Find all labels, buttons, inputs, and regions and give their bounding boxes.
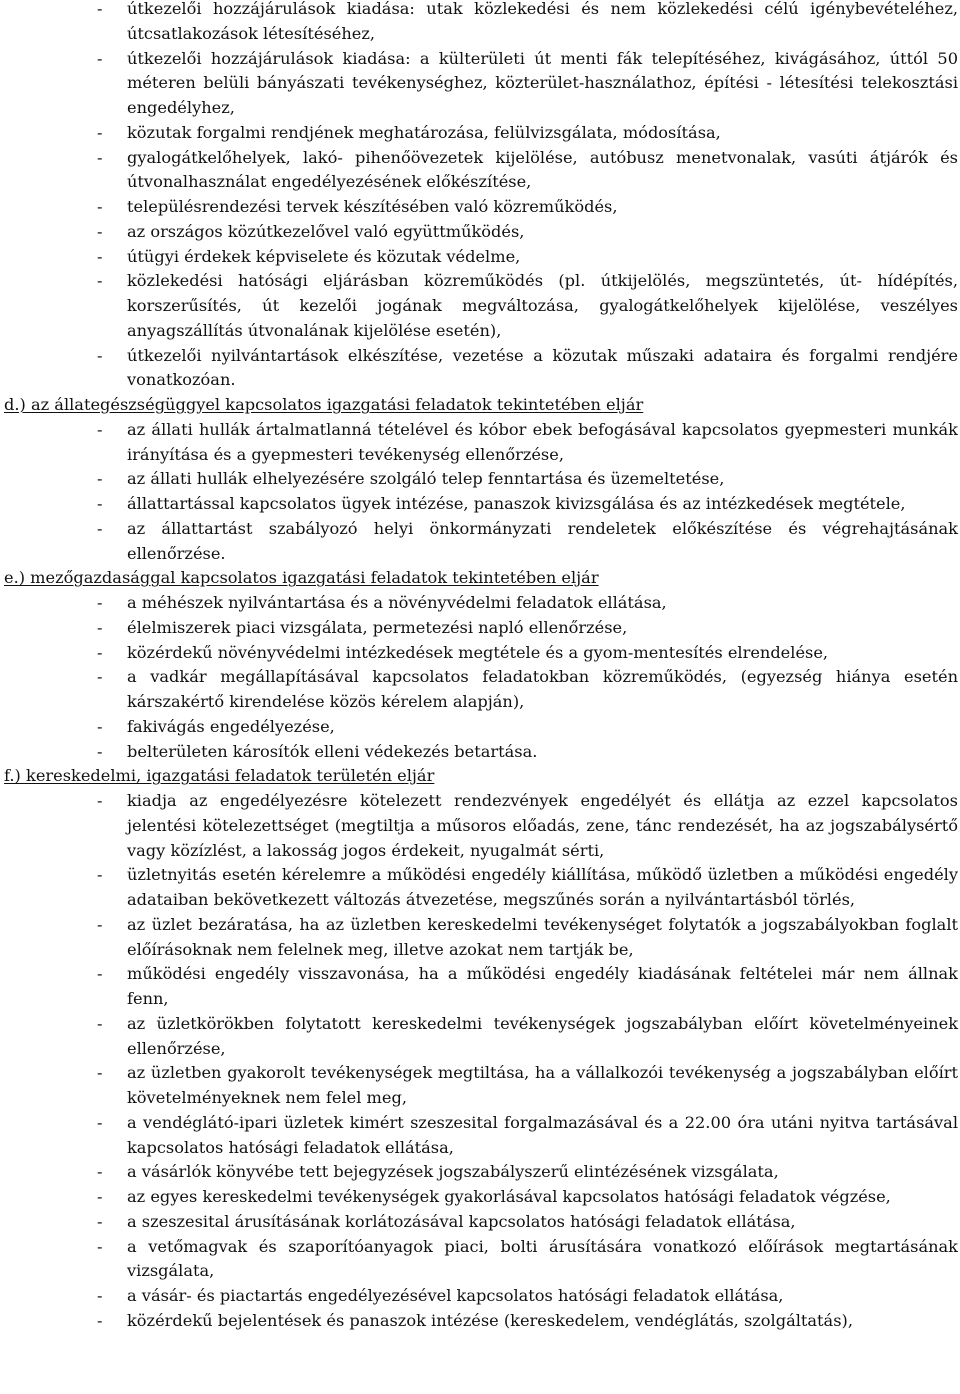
list-item (4, 1185, 958, 1210)
list-bullet-dash: - (97, 617, 103, 637)
list-bullet-dash: - (97, 1187, 103, 1206)
list-item-text: állattartással kapcsolatos ügyek intézése, panaszok kivizsgálása és az intézkedések megtétele, (127, 494, 906, 513)
list-item-text: gyalogátkelőhelyek, lakó- pihenőövezetek kijelölése, autóbusz menetvonalak, vasúti átjárók és útvonalhasználat engedélyezésének előkészítése, (127, 147, 958, 192)
list-item (4, 740, 958, 765)
list-bullet-dash: - (97, 1236, 103, 1256)
list-item (4, 467, 958, 492)
list-bullet-dash: - (97, 419, 103, 439)
list-item-text: élelmiszerek piaci vizsgálata, permetezési napló ellenőrzése, (127, 617, 628, 637)
list-bullet-dash: - (97, 1211, 103, 1231)
list-item (4, 1160, 958, 1185)
list-item-text: a szeszesital árusításának korlátozásával kapcsolatos hatósági feladatok ellátása, (127, 1211, 796, 1231)
list-bullet-dash: - (97, 271, 103, 291)
list-item-text: közérdekű növényvédelmi intézkedések megtétele és a gyom-mentesítés elrendelése, (127, 642, 829, 662)
list-item (4, 517, 958, 567)
list-item-text: útkezelői hozzájárulások kiadása: utak közlekedési és nem közlekedési célú igénybevételéhez, útcsatlakozások létesítéséhez, (127, 0, 958, 43)
list-item (4, 1284, 958, 1309)
list-bullet-dash: - (97, 197, 103, 216)
list-bullet-dash: - (97, 147, 103, 167)
list-item-text: kiadja az engedélyezésre kötelezett rendezvények engedélyét és ellátja az ezzel kapcsolatos jelentési kötelezettséget (megtiltja a műsoros előadás, zene, tánc rendezését, ha az jogszabálysértő vagy közízlést, a lakosság jogos érdekeit, nyugalmát sérti, (127, 791, 958, 860)
list-item (4, 47, 958, 121)
list-item-text: a méhészek nyilvántartása és a növényvédelmi feladatok ellátása, (127, 593, 667, 612)
list-item-text: közlekedési hatósági eljárásban közreműködés (pl. útkijelölés, megszüntetés, út- hídépítés, korszerűsítés, út kezelői jogának megváltozása, gyalogátkelőhelyek kijelölése, veszélyes anyagszállítás útvonalának kijelölése esetén), (127, 271, 958, 340)
list-item-text: a vadkár megállapításával kapcsolatos feladatokban közreműködés, (egyezség hiánya esetén kárszakértő kirendelése közös kérelem alapján), (127, 667, 958, 711)
list-item (4, 913, 958, 963)
section (4, 566, 958, 764)
list-item-text: a vendéglátó-ipari üzletek kimért szeszesital forgalmazásával és a 22.00 óra utáni nyitva tartásával kapcsolatos hatósági feladatok ellátása, (127, 1112, 958, 1157)
list-item (4, 146, 958, 196)
list-item (4, 789, 958, 863)
list-item (4, 418, 958, 468)
list-bullet-dash: - (97, 1286, 103, 1305)
list-bullet-dash: - (97, 0, 103, 18)
section (4, 0, 958, 393)
list-bullet-dash: - (97, 1013, 103, 1033)
list-item (4, 0, 958, 47)
list-item (4, 1012, 958, 1062)
list-item (4, 1210, 958, 1235)
list-item-text: útkezelői nyilvántartások elkészítése, vezetése a közutak műszaki adataira és forgalmi rendjére vonatkozóan. (127, 345, 958, 390)
list-item-text: a vásárlók könyvébe tett bejegyzések jogszabályszerű elintézésének vizsgálata, (127, 1162, 779, 1182)
list-item (4, 962, 958, 1012)
list-bullet-dash: - (97, 964, 103, 984)
list-item (4, 591, 958, 616)
list-item-text: az állattartást szabályozó helyi önkormányzati rendeletek előkészítése és végrehajtásának ellenőrzése. (127, 518, 958, 563)
list-bullet-dash: - (97, 642, 103, 662)
list-item-text: az országos közútkezelővel való együttműködés, (127, 221, 525, 241)
list-item-text: az állati hullák ártalmatlanná tételével és kóbor ebek befogásával kapcsolatos gyepmesteri munkák irányítása és a gyepmesteri tevékenység ellenőrzése, (127, 419, 958, 464)
list-bullet-dash: - (97, 593, 103, 612)
list-item-text: a vásár- és piactartás engedélyezésével kapcsolatos hatósági feladatok ellátása, (127, 1286, 784, 1305)
section-heading: d.) az állategészségüggyel kapcsolatos igazgatási feladatok tekintetében eljár (4, 395, 644, 414)
list-bullet-dash: - (97, 741, 103, 761)
list-bullet-dash: - (97, 518, 103, 538)
section-heading: f.) kereskedelmi, igazgatási feladatok területén eljár (4, 766, 435, 786)
list-bullet-dash: - (97, 1063, 103, 1083)
list-item-text: településrendezési tervek készítésében való közreműködés, (127, 197, 618, 216)
list-item-text: üzletnyitás esetén kérelemre a működési engedély kiállítása, működő üzletben a működési engedély adataiban bekövetkezett változás átvezetése, megszűnés során a nyilvántartásból törlés, (127, 865, 958, 909)
list-item-text: közutak forgalmi rendjének meghatározása, felülvizsgálata, módosítása, (127, 122, 721, 142)
list-item-text: az egyes kereskedelmi tevékenységek gyakorlásával kapcsolatos hatósági feladatok végzése, (127, 1187, 891, 1206)
list-item-text: belterületen károsítók elleni védekezés betartása. (127, 741, 538, 761)
list-item (4, 1111, 958, 1161)
list-bullet-dash: - (97, 667, 103, 687)
list-bullet-dash: - (97, 865, 103, 885)
list-item-text: a vetőmagvak és szaporítóanyagok piaci, bolti árusítására vonatkozó előírások megtartásának vizsgálata, (127, 1236, 958, 1281)
list-bullet-dash: - (97, 791, 103, 810)
section-heading: e.) mezőgazdasággal kapcsolatos igazgatási feladatok tekintetében eljár (4, 568, 599, 588)
list-bullet-dash: - (97, 469, 103, 489)
list-bullet-dash: - (97, 1310, 103, 1330)
list-item (4, 121, 958, 146)
list-item (4, 195, 958, 220)
list-item (4, 715, 958, 740)
list-item-text: az állati hullák elhelyezésére szolgáló telep fenntartása és üzemeltetése, (127, 469, 725, 489)
list-bullet-dash: - (97, 221, 103, 241)
list-item (4, 1061, 958, 1111)
list-bullet-dash: - (97, 345, 103, 365)
list-item-text: fakivágás engedélyezése, (127, 716, 335, 736)
list-item-text: útügyi érdekek képviselete és közutak védelme, (127, 246, 521, 266)
list-item (4, 245, 958, 270)
list-item (4, 1235, 958, 1285)
list-bullet-dash: - (97, 716, 103, 736)
list-item (4, 1309, 958, 1334)
list-item (4, 641, 958, 666)
section (4, 393, 958, 566)
list-item (4, 665, 958, 715)
list-bullet-dash: - (97, 48, 103, 68)
list-bullet-dash: - (97, 1112, 103, 1132)
document-page (4, 0, 958, 1334)
list-bullet-dash: - (97, 246, 103, 266)
list-item (4, 616, 958, 641)
list-item-text: közérdekű bejelentések és panaszok intézése (kereskedelem, vendéglátás, szolgáltatás), (127, 1310, 853, 1330)
list-item (4, 220, 958, 245)
list-item (4, 269, 958, 343)
list-bullet-dash: - (97, 122, 103, 142)
list-item-text: útkezelői hozzájárulások kiadása: a külterületi út menti fák telepítéséhez, kivágásához, úttól 50 méteren belüli bányászati tevékenységhez, közterület-használathoz, építési - létesítési telekosztási engedélyhez, (127, 48, 958, 117)
list-item (4, 492, 958, 517)
section (4, 764, 958, 1333)
list-item (4, 863, 958, 913)
list-item-text: az üzletben gyakorolt tevékenységek megtiltása, ha a vállalkozói tevékenység a jogszabályban előírt követelményeknek nem felel meg, (127, 1063, 958, 1107)
list-item-text: működési engedély visszavonása, ha a működési engedély kiadásának feltételei már nem állnak fenn, (127, 964, 958, 1008)
list-item-text: az üzletkörökben folytatott kereskedelmi tevékenységek jogszabályban előírt követelményeinek ellenőrzése, (127, 1013, 958, 1058)
list-bullet-dash: - (97, 1162, 103, 1182)
list-item (4, 344, 958, 394)
list-item-text: az üzlet bezáratása, ha az üzletben kereskedelmi tevékenységet folytatók a jogszabályokban foglalt előírásoknak nem felelnek meg, illetve azokat nem tartják be, (127, 914, 958, 959)
list-bullet-dash: - (97, 914, 103, 934)
list-bullet-dash: - (97, 494, 103, 513)
